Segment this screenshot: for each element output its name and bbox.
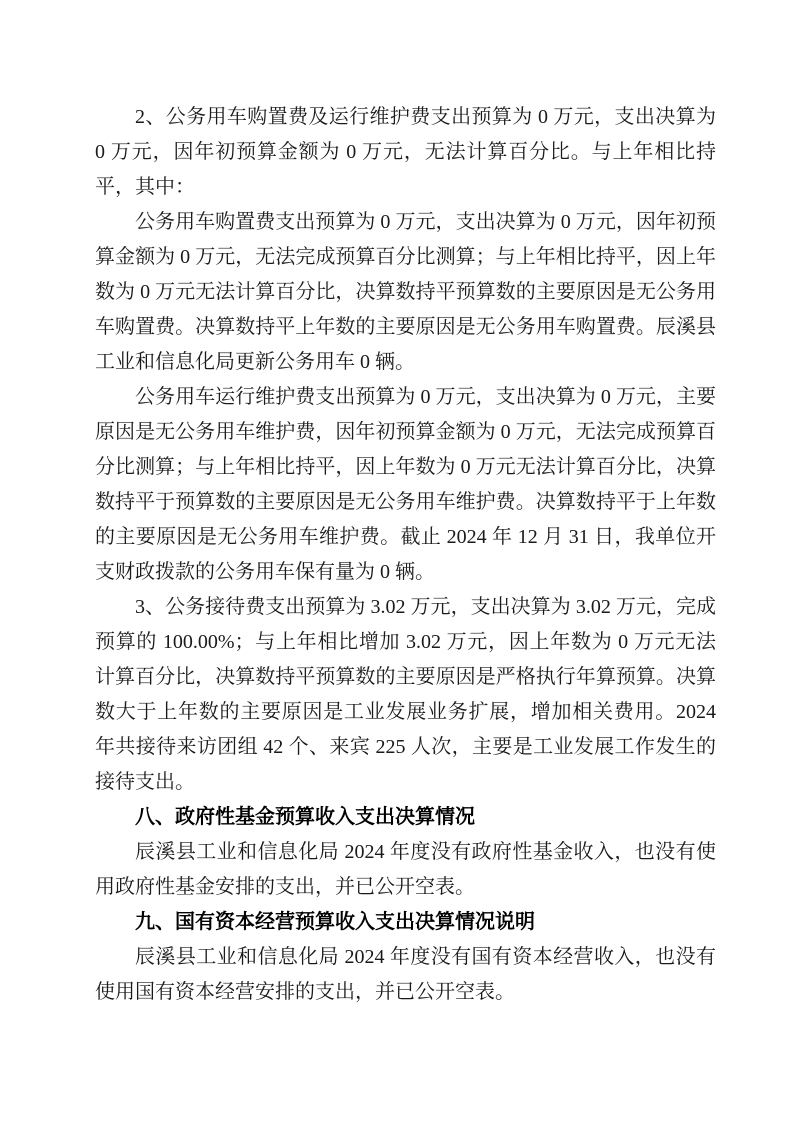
heading-section-nine-state-capital: 九、国有资本经营预算收入支出决算情况说明 bbox=[135, 911, 535, 933]
paragraph-vehicle-maintenance-fee: 公务用车运行维护费支出预算为 0 万元，支出决算为 0 万元，主要原因是无公务用车维护费，因年初预算金额为 0 万元，无法完成预算百分比测算；与上年相比持平，因上年数为 0 万元无法计算百分比，决算数持平于预算数的主要原因是无公务用车维护费。决算数持平于上年数的主要原因是无公务用车维护费。截止 2024 年 12 月 31 日，我单位开支财政拨款的公务用车保有量为 0 辆。 bbox=[95, 386, 716, 583]
paragraph-state-capital-statement: 辰溪县工业和信息化局 2024 年度没有国有资本经营收入，也没有使用国有资本经营安排的支出，并已公开空表。 bbox=[95, 946, 716, 1003]
paragraph-government-fund-statement: 辰溪县工业和信息化局 2024 年度没有政府性基金收入，也没有使用政府性基金安排的支出，并已公开空表。 bbox=[95, 841, 716, 898]
paragraph-vehicle-purchase-fee: 公务用车购置费支出预算为 0 万元，支出决算为 0 万元，因年初预算金额为 0 万元，无法完成预算百分比测算；与上年相比持平，因上年数为 0 万元无法计算百分比，决算数持平预算数的主要原因是无公务用车购置费。决算数持平上年数的主要原因是无公务用车购置费。辰溪县工业和信息化局更新公务用车 0 辆。 bbox=[95, 211, 716, 373]
heading-section-eight-government-fund: 八、政府性基金预算收入支出决算情况 bbox=[135, 806, 475, 828]
paragraph-official-reception-fee: 3、公务接待费支出预算为 3.02 万元，支出决算为 3.02 万元，完成预算的 100.00%；与上年相比增加 3.02 万元，因上年数为 0 万元无法计算百分比，决算数持平预算数的主要原因是严格执行年算预算。决算数大于上年数的主要原因是工业发展业务扩展，增加相关费用。2024 年共接待来访团组 42 个、来宾 225 人次，主要是工业发展工作发生的接待支出。 bbox=[95, 596, 716, 793]
paragraph-vehicle-purchase-and-maintenance-summary: 2、公务用车购置费及运行维护费支出预算为 0 万元，支出决算为 0 万元，因年初预算金额为 0 万元，无法计算百分比。与上年相比持平，其中： bbox=[95, 106, 716, 198]
document-content bbox=[95, 100, 716, 1010]
